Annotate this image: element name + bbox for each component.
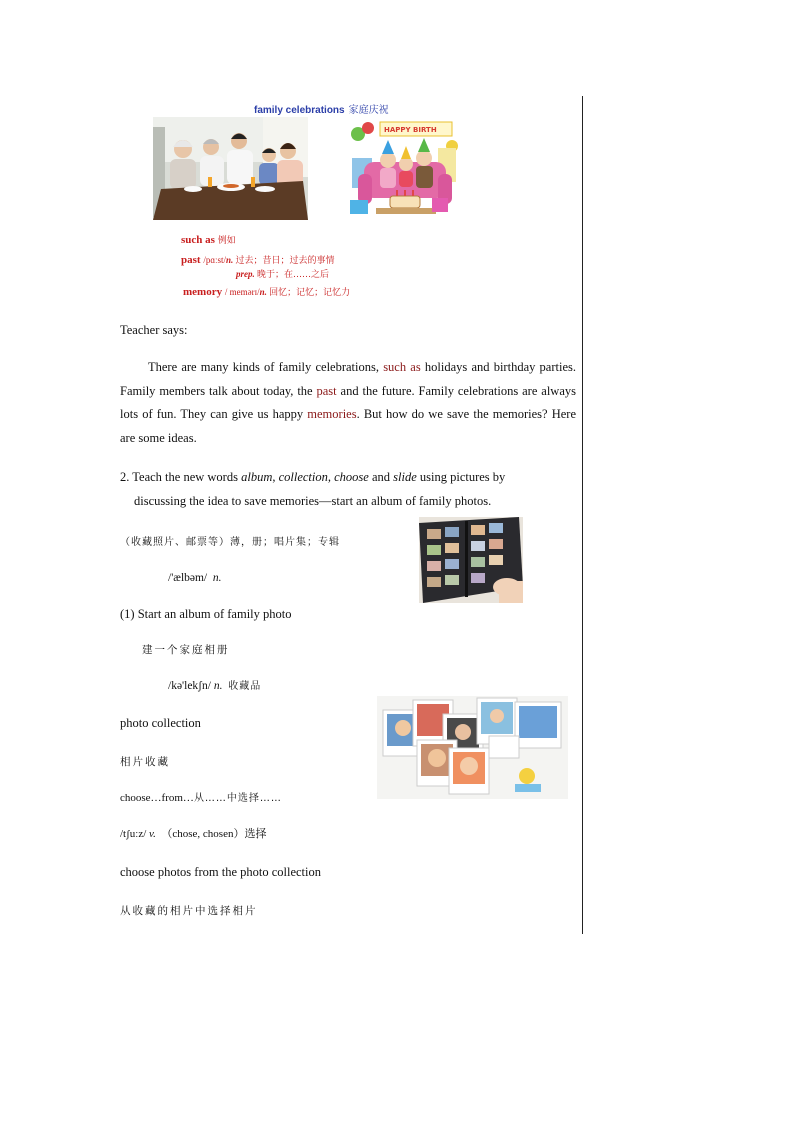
album-phonetic: /'ælbəm/ n. <box>168 572 222 584</box>
teaching-step-2: 2. Teach the new words album, collection, choose and slide using pictures by discussing the idea to save memories—start an album of family photos. <box>120 470 506 508</box>
right-margin-line <box>582 96 583 934</box>
start-album-chinese: 建一个家庭相册 <box>142 644 230 656</box>
teacher-says-label: Teacher says: <box>120 323 188 337</box>
banner-title: family celebrations 家庭庆祝 <box>254 105 389 116</box>
birthday-sign: HAPPY BIRTH <box>384 126 437 134</box>
photo-collection-picture <box>377 696 568 799</box>
photo-album-picture <box>419 517 523 603</box>
birthday-party-illustration <box>346 118 464 222</box>
vocab-past: past /pɑːst/n. 过去；昔日；过去的事情 <box>181 254 335 266</box>
photo-collection-chinese: 相片收藏 <box>120 756 170 768</box>
family-dinner-photo <box>153 117 308 220</box>
vocab-such-as: such as 例如 <box>181 234 236 246</box>
vocab-past-prep: prep. 晚于；在……之后 <box>236 269 330 279</box>
photo-collection-phrase: photo collection <box>120 716 201 730</box>
choose-photos-chinese: 从收藏的相片中选择相片 <box>120 905 258 917</box>
start-album-heading: (1) Start an album of family photo <box>120 607 292 621</box>
teacher-paragraph: There are many kinds of family celebrations, such as holidays and birthday parties. Family members talk about today, the past and the future. Family celebrations are always lots of fun. They can give us happy memories. But how do we save the memories? Here are some ideas. <box>120 360 577 445</box>
choose-phonetic: /tʃuːz/ v. （chose, chosen）选择 <box>120 828 267 840</box>
album-definition: （收藏照片、邮票等）薄，册；唱片集；专辑 <box>120 537 340 548</box>
choose-from-phrase: choose…from…从……中选择…… <box>120 792 282 804</box>
choose-photos-phrase: choose photos from the photo collection <box>120 865 322 879</box>
collection-phonetic: /kə'lekʃn/ n. 收藏品 <box>168 680 262 692</box>
vocab-memory: memory / memərɪ/n. 回忆；记忆；记忆力 <box>183 286 351 298</box>
